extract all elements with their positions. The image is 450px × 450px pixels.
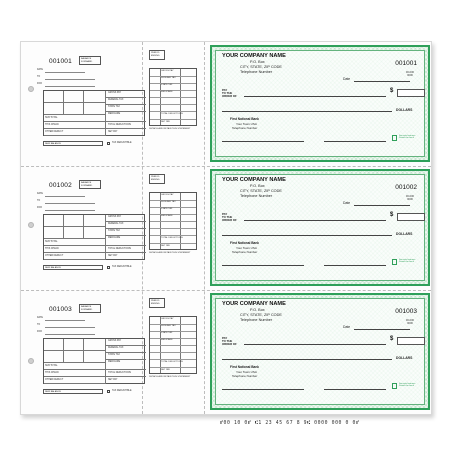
dollar-sign: $ bbox=[390, 336, 394, 342]
stub-to-line bbox=[45, 203, 95, 204]
stub-for-line bbox=[45, 334, 95, 335]
voucher-federal-tax-label: FEDERAL TAX bbox=[161, 77, 176, 79]
business-check bbox=[210, 45, 430, 162]
period-ending-box: PERIOD ENDING bbox=[149, 50, 165, 60]
signature-field[interactable] bbox=[324, 265, 386, 266]
routing-fraction: 00-000 0000 bbox=[405, 195, 414, 201]
pay-to-label: PAY TO THE ORDER OF bbox=[222, 212, 237, 223]
stub-to-label: TO bbox=[37, 200, 41, 202]
check-row bbox=[21, 166, 433, 289]
date-label: Date bbox=[343, 77, 351, 81]
stub-check-number: 001002 bbox=[49, 182, 72, 189]
company-city-state-zip: CITY, STATE, ZIP CODE bbox=[240, 313, 282, 317]
stub-to-label: TO bbox=[37, 324, 41, 326]
memo-field[interactable] bbox=[222, 389, 304, 390]
check-number: 001001 bbox=[395, 60, 417, 67]
company-phone: Telephone Number bbox=[240, 70, 273, 74]
company-phone: Telephone Number bbox=[240, 194, 273, 198]
bank-town: Your Town USA bbox=[236, 122, 257, 126]
voucher-net-pay-label: NET PAY bbox=[161, 121, 170, 123]
voucher-medicare-label: MEDICARE bbox=[161, 339, 173, 341]
register-stub bbox=[35, 48, 141, 160]
tax-deductible-checkbox[interactable] bbox=[107, 142, 110, 145]
date-label: Date bbox=[343, 325, 351, 329]
payee-field[interactable] bbox=[244, 344, 386, 345]
total-deductions-label: TOTAL DEDUCTIONS bbox=[108, 372, 131, 374]
sub-total-label: SUB TOTAL bbox=[45, 365, 58, 367]
business-check bbox=[210, 293, 430, 410]
voucher-state-tax-label: STATE TAX bbox=[161, 208, 173, 210]
business-check bbox=[210, 169, 430, 286]
new-balance-box: NEW BALANCE bbox=[43, 141, 103, 146]
voucher-total-deductions-label: TOTAL DEDUCTIONS bbox=[161, 237, 183, 239]
net-pay-label: NET PAY bbox=[108, 379, 118, 381]
amount-field[interactable] bbox=[397, 213, 425, 221]
amount-words-field[interactable] bbox=[222, 235, 392, 236]
new-balance-box: NEW BALANCE bbox=[43, 389, 103, 394]
date-field[interactable] bbox=[354, 329, 410, 330]
voucher-total-deductions-label: TOTAL DEDUCTIONS bbox=[161, 113, 183, 115]
gross-pay-label: GROSS PAY bbox=[108, 92, 122, 94]
date-label: Date bbox=[343, 201, 351, 205]
dollar-sign: $ bbox=[390, 212, 394, 218]
micr-line: ⑈00 10 0⑈ ⑆1 23 45 67 8 9⑆ 0000 000 0 0⑈ bbox=[220, 421, 360, 426]
medicare-label: MEDICARE bbox=[108, 237, 121, 239]
pay-to-label: PAY TO THE ORDER OF bbox=[222, 336, 237, 347]
check-row bbox=[21, 290, 433, 426]
tax-deductible-label: TAX DEDUCTIBLE bbox=[112, 142, 132, 144]
stub-table bbox=[43, 338, 145, 384]
stub-date-label: DATE bbox=[37, 69, 43, 71]
stub-for-line bbox=[45, 86, 95, 87]
company-po-box: P.O. Box bbox=[250, 60, 265, 64]
medicare-label: MEDICARE bbox=[108, 361, 121, 363]
balance-forward-box: BALANCE FORWARD bbox=[79, 304, 101, 313]
amount-field[interactable] bbox=[397, 89, 425, 97]
signature-field[interactable] bbox=[324, 389, 386, 390]
amount-words-field[interactable] bbox=[222, 111, 392, 112]
company-name: YOUR COMPANY NAME bbox=[222, 301, 286, 307]
balance-forward-box: BALANCE FORWARD bbox=[79, 56, 101, 65]
bank-phone: Telephone Number bbox=[232, 250, 258, 254]
state-tax-label: STATE TAX bbox=[108, 106, 120, 108]
dollars-label: DOLLARS bbox=[396, 232, 413, 236]
voucher-table bbox=[149, 316, 197, 374]
tax-deductible-checkbox[interactable] bbox=[107, 266, 110, 269]
gross-pay-label: GROSS PAY bbox=[108, 216, 122, 218]
other-deduct-label: OTHER DEDUCT bbox=[45, 255, 64, 257]
signature-field[interactable] bbox=[324, 141, 386, 142]
check-sheet bbox=[20, 41, 432, 426]
period-ending-box: PERIOD ENDING bbox=[149, 174, 165, 184]
sub-total-label: SUB TOTAL bbox=[45, 241, 58, 243]
stub-for-label: FOR bbox=[37, 331, 42, 333]
gross-pay-label: GROSS PAY bbox=[108, 340, 122, 342]
stub-table bbox=[43, 214, 145, 260]
voucher-net-pay-label: NET PAY bbox=[161, 369, 170, 371]
voucher-total-deductions-label: TOTAL DEDUCTIONS bbox=[161, 361, 183, 363]
voucher-gross-pay-label: GROSS PAY bbox=[161, 318, 174, 320]
tax-deductible-checkbox[interactable] bbox=[107, 390, 110, 393]
voucher-stub bbox=[145, 48, 201, 160]
date-field[interactable] bbox=[354, 205, 410, 206]
total-deductions-label: TOTAL DEDUCTIONS bbox=[108, 124, 131, 126]
check-number: 001002 bbox=[395, 184, 417, 191]
check-row bbox=[21, 42, 433, 165]
amount-field[interactable] bbox=[397, 337, 425, 345]
voucher-federal-tax-label: FEDERAL TAX bbox=[161, 201, 176, 203]
stub-to-line bbox=[45, 327, 95, 328]
period-ending-box: PERIOD ENDING bbox=[149, 298, 165, 308]
stub-to-line bbox=[45, 79, 95, 80]
security-features-note: Security features Details on back bbox=[399, 259, 416, 264]
voucher-state-tax-label: STATE TAX bbox=[161, 84, 173, 86]
padlock-icon bbox=[392, 135, 397, 141]
voucher-table bbox=[149, 192, 197, 250]
medicare-label: MEDICARE bbox=[108, 113, 121, 115]
detach-note: DETACH AND RETAIN THIS STATEMENT bbox=[149, 252, 191, 254]
register-stub bbox=[35, 172, 141, 284]
net-pay-label: NET PAY bbox=[108, 255, 118, 257]
this-check-label: THIS CHECK bbox=[45, 372, 59, 374]
stub-for-label: FOR bbox=[37, 83, 42, 85]
this-check-label: THIS CHECK bbox=[45, 124, 59, 126]
date-field[interactable] bbox=[354, 81, 410, 82]
bank-town: Your Town USA bbox=[236, 370, 257, 374]
sub-total-label: SUB TOTAL bbox=[45, 117, 58, 119]
payee-field[interactable] bbox=[244, 220, 386, 221]
net-pay-label: NET PAY bbox=[108, 131, 118, 133]
memo-field[interactable] bbox=[222, 265, 304, 266]
bank-name: First National Bank bbox=[230, 117, 260, 121]
stub-date-label: DATE bbox=[37, 317, 43, 319]
voucher-federal-tax-label: FEDERAL TAX bbox=[161, 325, 176, 327]
stub-for-line bbox=[45, 210, 95, 211]
check-number: 001003 bbox=[395, 308, 417, 315]
federal-tax-label: FEDERAL TAX bbox=[108, 99, 124, 101]
dollars-label: DOLLARS bbox=[396, 108, 413, 112]
stub-table bbox=[43, 90, 145, 136]
stub-for-label: FOR bbox=[37, 207, 42, 209]
federal-tax-label: FEDERAL TAX bbox=[108, 223, 124, 225]
dollars-label: DOLLARS bbox=[396, 356, 413, 360]
this-check-label: THIS CHECK bbox=[45, 248, 59, 250]
tax-deductible-label: TAX DEDUCTIBLE bbox=[112, 390, 132, 392]
new-balance-box: NEW BALANCE bbox=[43, 265, 103, 270]
payee-field[interactable] bbox=[244, 96, 386, 97]
other-deduct-label: OTHER DEDUCT bbox=[45, 379, 64, 381]
padlock-icon bbox=[392, 383, 397, 389]
security-features-note: Security features Details on back bbox=[399, 135, 416, 140]
stub-date-label: DATE bbox=[37, 193, 43, 195]
memo-field[interactable] bbox=[222, 141, 304, 142]
pay-to-label: PAY TO THE ORDER OF bbox=[222, 88, 237, 99]
bank-phone: Telephone Number bbox=[232, 374, 258, 378]
voucher-medicare-label: MEDICARE bbox=[161, 91, 173, 93]
stub-date-line bbox=[45, 72, 85, 73]
company-name: YOUR COMPANY NAME bbox=[222, 177, 286, 183]
federal-tax-label: FEDERAL TAX bbox=[108, 347, 124, 349]
company-po-box: P.O. Box bbox=[250, 184, 265, 188]
other-deduct-label: OTHER DEDUCT bbox=[45, 131, 64, 133]
state-tax-label: STATE TAX bbox=[108, 230, 120, 232]
stub-check-number: 001003 bbox=[49, 306, 72, 313]
detach-note: DETACH AND RETAIN THIS STATEMENT bbox=[149, 376, 191, 378]
routing-fraction: 00-000 0000 bbox=[405, 71, 414, 77]
voucher-stub bbox=[145, 172, 201, 284]
company-po-box: P.O. Box bbox=[250, 308, 265, 312]
company-phone: Telephone Number bbox=[240, 318, 273, 322]
stub-date-line bbox=[45, 320, 85, 321]
dollar-sign: $ bbox=[390, 88, 394, 94]
voucher-net-pay-label: NET PAY bbox=[161, 245, 170, 247]
tax-deductible-label: TAX DEDUCTIBLE bbox=[112, 266, 132, 268]
stub-date-line bbox=[45, 196, 85, 197]
detach-note: DETACH AND RETAIN THIS STATEMENT bbox=[149, 128, 191, 130]
stub-to-label: TO bbox=[37, 76, 41, 78]
bank-town: Your Town USA bbox=[236, 246, 257, 250]
state-tax-label: STATE TAX bbox=[108, 354, 120, 356]
voucher-gross-pay-label: GROSS PAY bbox=[161, 70, 174, 72]
routing-fraction: 00-000 0000 bbox=[405, 319, 414, 325]
padlock-icon bbox=[392, 259, 397, 265]
voucher-table bbox=[149, 68, 197, 126]
register-stub bbox=[35, 296, 141, 408]
voucher-gross-pay-label: GROSS PAY bbox=[161, 194, 174, 196]
voucher-state-tax-label: STATE TAX bbox=[161, 332, 173, 334]
bank-name: First National Bank bbox=[230, 365, 260, 369]
company-city-state-zip: CITY, STATE, ZIP CODE bbox=[240, 65, 282, 69]
security-features-note: Security features Details on back bbox=[399, 383, 416, 388]
company-city-state-zip: CITY, STATE, ZIP CODE bbox=[240, 189, 282, 193]
amount-words-field[interactable] bbox=[222, 359, 392, 360]
bank-phone: Telephone Number bbox=[232, 126, 258, 130]
balance-forward-box: BALANCE FORWARD bbox=[79, 180, 101, 189]
company-name: YOUR COMPANY NAME bbox=[222, 53, 286, 59]
voucher-stub bbox=[145, 296, 201, 408]
total-deductions-label: TOTAL DEDUCTIONS bbox=[108, 248, 131, 250]
stub-check-number: 001001 bbox=[49, 58, 72, 65]
voucher-medicare-label: MEDICARE bbox=[161, 215, 173, 217]
bank-name: First National Bank bbox=[230, 241, 260, 245]
